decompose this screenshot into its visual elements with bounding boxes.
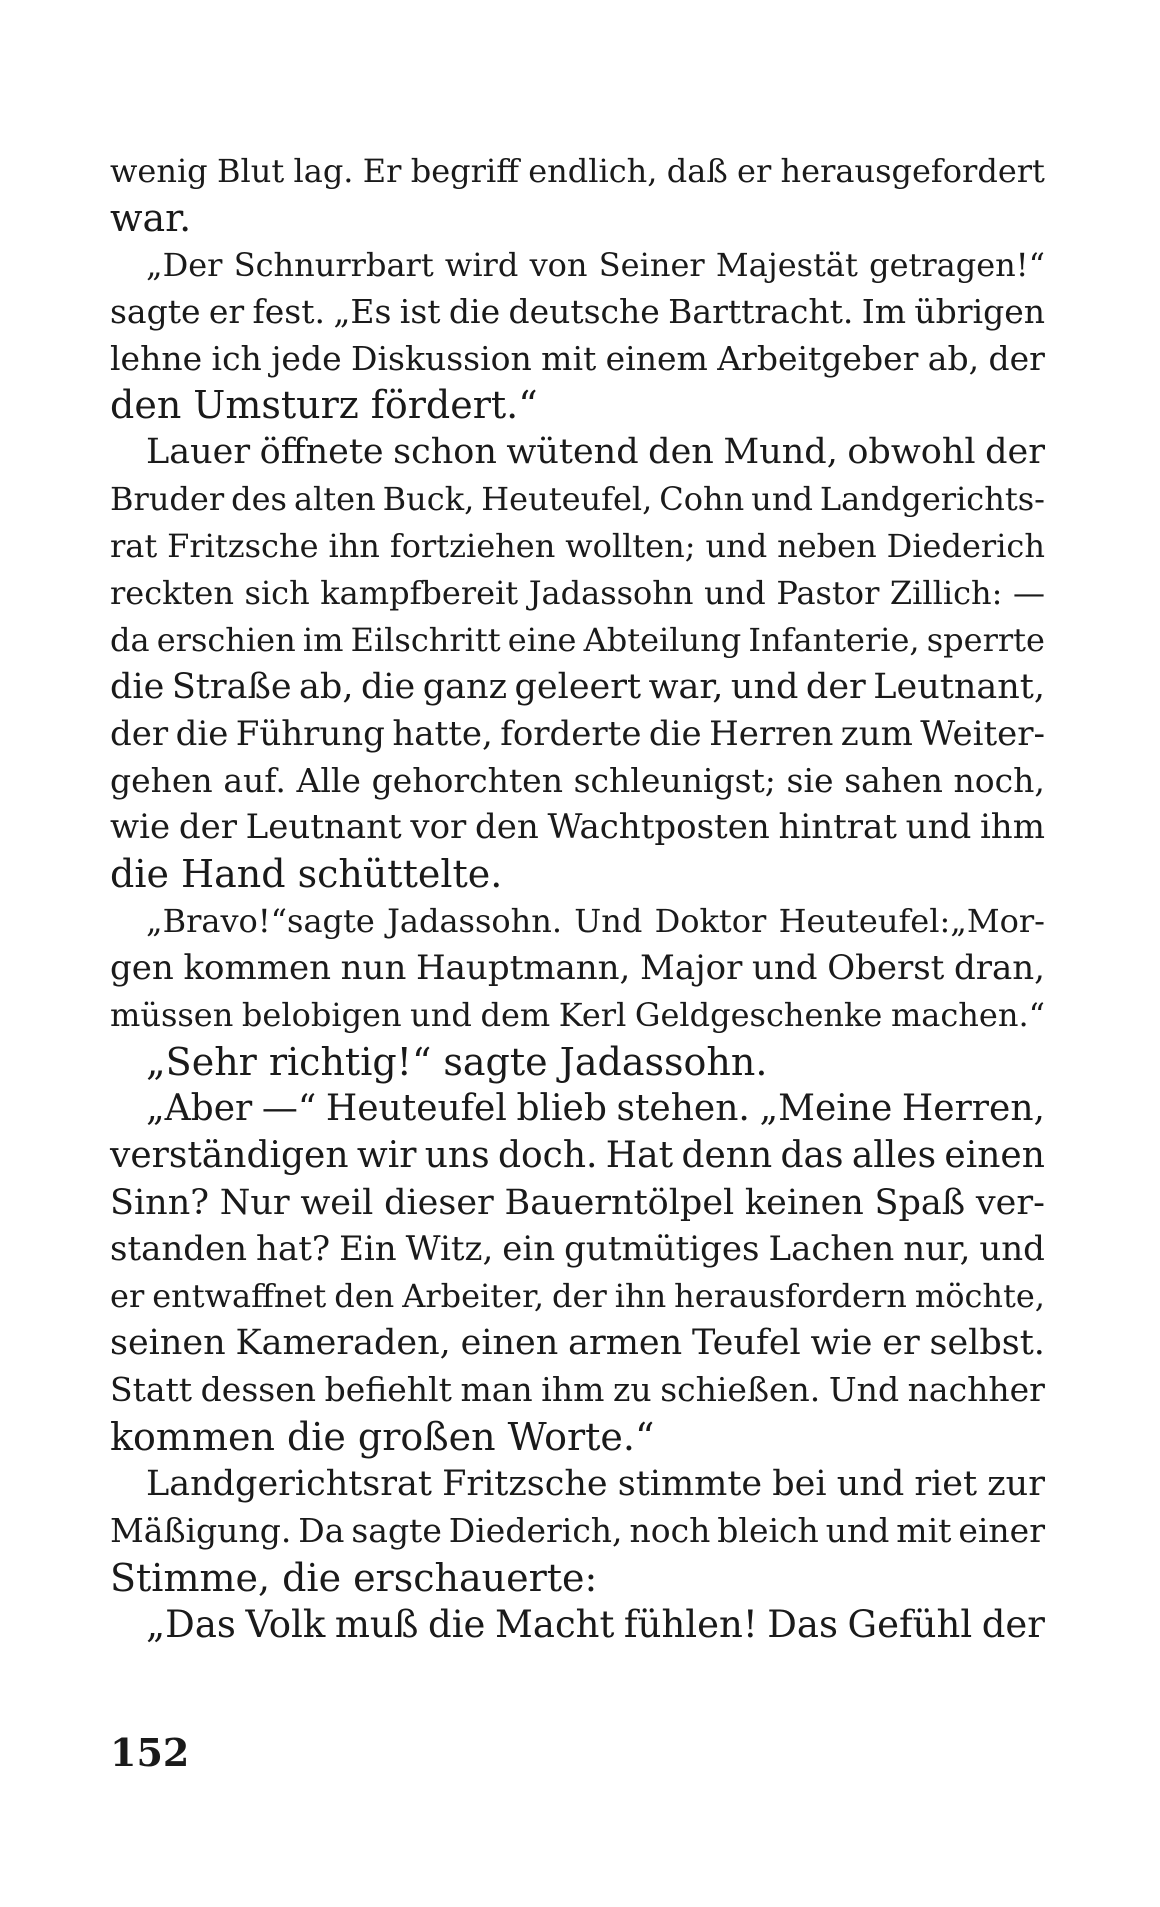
word: die: [282, 1555, 342, 1600]
word: Schnurrbart: [233, 245, 434, 284]
word: sagte: [351, 1510, 442, 1550]
word: den: [110, 383, 182, 428]
word: dieser: [384, 1182, 494, 1223]
word: von: [529, 245, 588, 284]
word: selbst.: [929, 1323, 1045, 1364]
word: standen: [110, 1229, 248, 1270]
word: „Der: [146, 245, 223, 284]
word: die: [448, 291, 501, 331]
word: den: [334, 1277, 395, 1316]
word: auf.: [223, 760, 286, 800]
word: im: [302, 620, 344, 659]
word: Gefühl: [847, 1602, 973, 1646]
word: übrigen: [914, 291, 1045, 331]
word: noch,: [953, 760, 1045, 800]
text-line: [110, 336, 1045, 383]
text-line: [110, 1508, 1045, 1555]
word: dem: [480, 996, 551, 1035]
word: Buck,: [382, 480, 475, 519]
word: einen: [460, 1323, 559, 1364]
word: nur,: [903, 1229, 971, 1270]
word: wird: [444, 245, 519, 284]
word: und: [836, 1463, 905, 1504]
word: erschien: [156, 620, 296, 659]
word: Macht: [495, 1602, 615, 1646]
word: Arbeiter,: [402, 1277, 545, 1316]
word: Infanterie,: [748, 620, 920, 659]
word: forderte: [500, 713, 642, 754]
word: uns: [424, 1134, 490, 1176]
word: Major: [640, 948, 743, 989]
word: jede: [271, 338, 342, 378]
word: und: [705, 527, 768, 566]
word: sich: [244, 574, 310, 613]
word: richtig!“: [268, 1039, 432, 1084]
word: geleert: [514, 666, 642, 707]
word: ihm: [541, 1370, 605, 1410]
word: Fritzsche: [167, 527, 319, 566]
word: einer: [958, 1510, 1045, 1550]
word: Und: [828, 1370, 900, 1410]
text-line: [110, 1273, 1045, 1320]
word: sagte: [110, 291, 201, 331]
text-line: [110, 148, 1045, 195]
word: die: [360, 666, 416, 707]
word: eine: [507, 620, 577, 659]
word: Barttracht.: [668, 291, 854, 331]
word: Statt: [110, 1370, 193, 1410]
word: und: [730, 666, 799, 707]
word: Leutnant: [245, 807, 402, 848]
word: stehen.: [616, 1087, 750, 1129]
word: riet: [914, 1463, 978, 1504]
word: „Aber: [146, 1087, 253, 1129]
word: Oberst: [827, 948, 945, 989]
word: die: [648, 713, 702, 754]
word: war.: [110, 195, 192, 240]
word: „Das: [146, 1602, 236, 1646]
word: sie: [786, 760, 834, 800]
word: entwaffnet: [152, 1277, 327, 1316]
word: schleunigst;: [573, 760, 776, 800]
word: —“: [261, 1087, 317, 1129]
word: schießen.: [660, 1370, 821, 1410]
word: Kameraden,: [235, 1323, 451, 1364]
word: mit: [896, 1510, 952, 1550]
word: Zillich:: [889, 574, 1003, 613]
word: Diederich: [886, 527, 1045, 566]
word: getragen!“: [869, 245, 1045, 284]
word: und: [825, 1510, 890, 1550]
word: wütend: [506, 432, 639, 473]
word: das: [780, 1134, 844, 1176]
word: Landgerichtsrat: [146, 1463, 432, 1504]
word: fördert.“: [370, 383, 538, 428]
word: Kerl: [558, 996, 627, 1035]
word: Das: [767, 1602, 838, 1646]
word: der: [981, 1602, 1045, 1646]
word: —: [1012, 574, 1045, 613]
word: Diederich,: [448, 1510, 623, 1550]
word: obwohl: [847, 432, 976, 473]
word: Abteilung: [583, 620, 742, 659]
text-line: [110, 851, 1045, 898]
word: und: [752, 948, 818, 989]
text-line: [110, 195, 1045, 242]
word: Majestät: [715, 245, 858, 284]
word: dessen: [200, 1370, 316, 1410]
word: bleich: [717, 1510, 819, 1550]
text-line: [110, 1039, 1045, 1086]
word: Leutnant,: [873, 666, 1045, 707]
text-line: [110, 382, 1045, 429]
word: der: [178, 807, 237, 848]
word: Lauer: [146, 432, 251, 473]
word: die: [286, 1415, 346, 1460]
word: ganz: [422, 666, 508, 707]
word: Sinn?: [110, 1182, 210, 1223]
word: Weiter-: [920, 713, 1045, 754]
word: müssen: [110, 996, 234, 1035]
word: wollten;: [565, 527, 696, 566]
word: die: [110, 852, 169, 897]
word: Worte.“: [507, 1415, 655, 1460]
word: herausgefordert: [780, 152, 1045, 190]
word: war,: [648, 666, 724, 707]
word: Und: [574, 902, 643, 941]
word: gutmütiges: [564, 1229, 760, 1270]
text-line: [110, 711, 1045, 758]
text-line: [110, 1320, 1045, 1367]
word: des: [231, 480, 287, 519]
word: der: [110, 713, 169, 754]
word: sagte: [443, 1039, 548, 1084]
word: den: [475, 807, 539, 848]
word: daß: [666, 152, 728, 190]
text-line: [110, 1086, 1045, 1133]
word: vor: [410, 807, 467, 848]
text-line: [110, 1226, 1045, 1273]
word: alles: [851, 1134, 937, 1176]
word: muß: [334, 1602, 419, 1646]
text-line: [110, 242, 1045, 289]
word: Arbeitgeber: [717, 338, 919, 378]
word: Cohn: [659, 480, 745, 519]
word: lehne: [110, 338, 203, 378]
word: doch.: [497, 1134, 598, 1176]
word: endlich,: [528, 152, 658, 190]
word: Straße: [171, 666, 292, 707]
word: wenig: [110, 152, 208, 190]
word: Bauerntölpel: [504, 1182, 735, 1223]
word: Er: [362, 152, 402, 190]
word: Mäßigung.: [110, 1510, 292, 1550]
word: Im: [861, 291, 907, 331]
word: nachher: [907, 1370, 1045, 1410]
text-line: [110, 1414, 1045, 1461]
word: zu: [612, 1370, 652, 1410]
word: alten: [293, 480, 376, 519]
word: bei: [772, 1463, 827, 1504]
word: der: [552, 1277, 607, 1316]
word: erschauerte:: [353, 1555, 598, 1600]
word: fest.: [252, 291, 325, 331]
word: Führung: [235, 713, 385, 754]
word: herausfordern: [674, 1277, 907, 1316]
word: Heuteufel: [325, 1087, 507, 1129]
word: gehorchten: [371, 760, 563, 800]
text-line: [110, 289, 1045, 336]
word: Hauptmann,: [416, 948, 631, 989]
word: wie: [110, 807, 171, 848]
word: einen: [944, 1134, 1045, 1176]
word: machen.“: [890, 996, 1045, 1035]
word: Blut: [216, 152, 285, 190]
word: lag.: [293, 152, 354, 190]
word: Da: [298, 1510, 345, 1550]
word: und: [979, 1229, 1045, 1270]
word: und: [410, 996, 472, 1035]
text-line: [110, 1180, 1045, 1227]
word: schüttelte.: [297, 852, 503, 897]
word: „Sehr: [146, 1039, 257, 1084]
word: er: [208, 291, 245, 331]
word: neben: [777, 527, 877, 566]
word: Heuteufel:„Mor-: [778, 902, 1045, 941]
word: gen: [110, 948, 174, 989]
word: ihn: [328, 527, 380, 566]
word: der: [805, 666, 866, 707]
word: belobigen: [241, 996, 402, 1035]
word: „Bravo!“sagte: [146, 902, 375, 941]
word: er: [882, 1323, 920, 1364]
word: Geldgeschenke: [634, 996, 883, 1035]
word: Jadassohn.: [387, 902, 563, 941]
word: sperrte: [926, 620, 1045, 659]
text-line: [110, 992, 1045, 1039]
word: „Es: [333, 291, 392, 331]
text-line: [110, 617, 1045, 664]
word: den: [648, 432, 714, 473]
word: Eilschritt: [350, 620, 501, 659]
text-line: [110, 804, 1045, 851]
word: hintrat: [778, 807, 897, 848]
word: Teufel: [691, 1323, 801, 1364]
word: die: [175, 713, 229, 754]
word: Landgerichts-: [819, 480, 1045, 519]
word: schon: [393, 432, 497, 473]
word: ab,: [927, 338, 980, 378]
text-line: [110, 664, 1045, 711]
word: der: [985, 432, 1045, 473]
word: Heuteufel,: [481, 480, 653, 519]
word: ihm: [979, 807, 1045, 848]
word: Seiner: [598, 245, 705, 284]
word: wir: [356, 1134, 417, 1176]
text-line: [110, 1461, 1045, 1508]
word: Nur: [219, 1182, 290, 1223]
word: Ein: [339, 1229, 397, 1270]
text-line: [110, 898, 1045, 945]
word: Pastor: [776, 574, 880, 613]
word: Herren: [709, 713, 834, 754]
word: Umsturz: [193, 383, 359, 428]
word: armen: [568, 1323, 683, 1364]
word: er: [110, 1277, 145, 1316]
text-line: [110, 476, 1045, 523]
word: „Meine: [759, 1087, 893, 1129]
word: keinen: [744, 1182, 864, 1223]
word: die: [428, 1602, 486, 1646]
word: sahen: [844, 760, 943, 800]
word: er: [737, 152, 772, 190]
word: Hand: [180, 852, 286, 897]
word: zum: [840, 713, 913, 754]
word: großen: [357, 1415, 496, 1460]
word: befiehlt: [324, 1370, 452, 1410]
page-number: 152: [110, 1730, 190, 1775]
word: Herren,: [901, 1087, 1045, 1129]
word: verständigen: [110, 1134, 349, 1176]
word: hatte,: [392, 713, 493, 754]
word: reckten: [110, 574, 234, 613]
word: Witz,: [405, 1229, 494, 1270]
word: ist: [399, 291, 441, 331]
word: Fritzsche: [442, 1463, 608, 1504]
word: noch: [629, 1510, 711, 1550]
word: Lachen: [768, 1229, 895, 1270]
word: der: [988, 338, 1045, 378]
word: begriff: [410, 152, 519, 190]
word: ein: [502, 1229, 556, 1270]
word: stimmte: [617, 1463, 763, 1504]
word: gehen: [110, 760, 213, 800]
text-line: [110, 429, 1045, 476]
word: wie: [810, 1323, 873, 1364]
word: ihn: [614, 1277, 667, 1316]
word: kommen: [110, 1415, 275, 1460]
word: und: [905, 807, 972, 848]
body-text: [110, 148, 1045, 1649]
text-line: [110, 570, 1045, 617]
word: kommen: [183, 948, 332, 989]
word: öffnete: [259, 432, 384, 473]
text-line: [110, 523, 1045, 570]
word: Volk: [245, 1602, 326, 1646]
text-line: [110, 1602, 1045, 1649]
word: Wachtposten: [547, 807, 770, 848]
word: seinen: [110, 1323, 226, 1364]
word: Doktor: [654, 902, 767, 941]
word: und: [704, 574, 766, 613]
word: die: [110, 666, 165, 707]
word: zur: [987, 1463, 1045, 1504]
word: da: [110, 620, 150, 659]
word: denn: [681, 1134, 773, 1176]
text-line: [110, 758, 1045, 805]
word: mit: [541, 338, 597, 378]
text-line: [110, 1555, 1045, 1602]
word: Alle: [296, 760, 361, 800]
word: Jadassohn.: [559, 1039, 768, 1084]
word: Diskussion: [351, 338, 532, 378]
word: einem: [605, 338, 708, 378]
word: hat?: [256, 1229, 331, 1270]
word: Spaß: [874, 1182, 966, 1223]
word: fortziehen: [389, 527, 556, 566]
word: kampfbereit: [320, 574, 519, 613]
word: Jadassohn: [528, 574, 694, 613]
word: deutsche: [508, 291, 660, 331]
text-line: [110, 945, 1045, 992]
word: dran,: [953, 948, 1045, 989]
word: Mund,: [723, 432, 838, 473]
word: blieb: [516, 1087, 607, 1129]
word: Stimme,: [110, 1555, 271, 1600]
text-line: [110, 1133, 1045, 1180]
word: ab,: [299, 666, 354, 707]
word: Hat: [605, 1134, 674, 1176]
word: ich: [211, 338, 262, 378]
word: man: [460, 1370, 533, 1410]
word: nun: [340, 948, 407, 989]
word: möchte,: [914, 1277, 1045, 1316]
word: rat: [110, 527, 158, 566]
word: fühlen!: [623, 1602, 758, 1646]
word: weil: [300, 1182, 374, 1223]
word: und: [751, 480, 813, 519]
text-line: [110, 1367, 1045, 1414]
word: Bruder: [110, 480, 225, 519]
word: ver-: [975, 1182, 1045, 1223]
